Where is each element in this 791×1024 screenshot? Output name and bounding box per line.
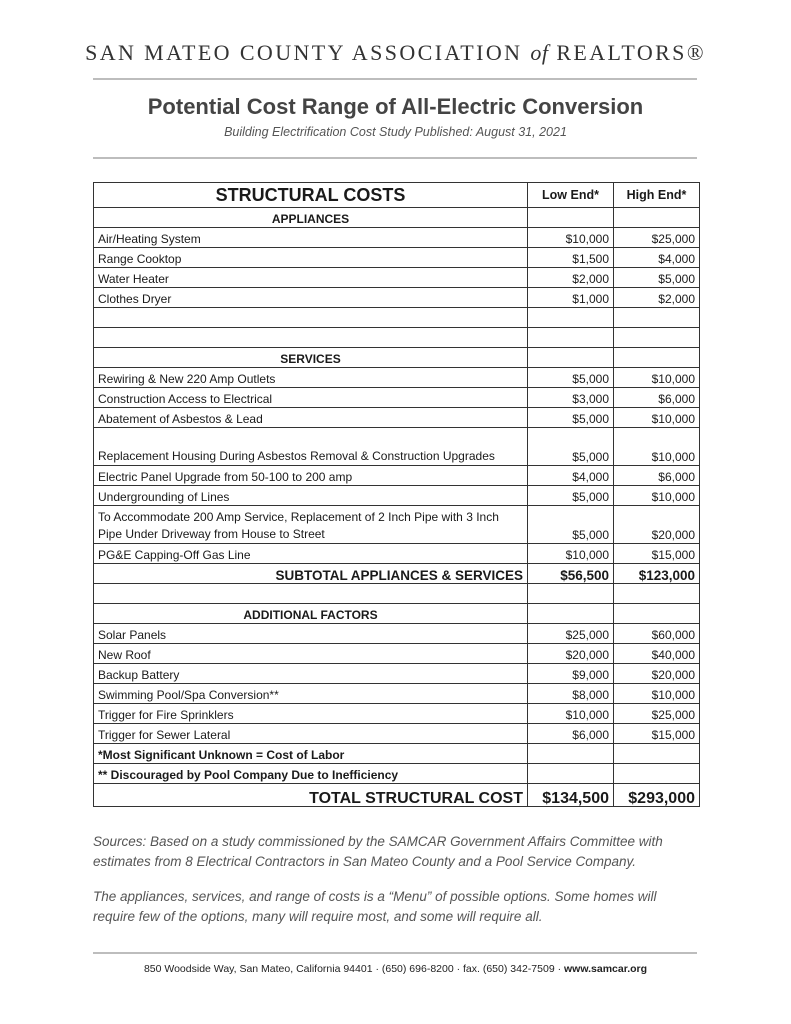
high-end-value: $293,000: [614, 784, 700, 807]
table-heading: STRUCTURAL COSTS: [94, 183, 528, 208]
high-end-header: High End*: [614, 183, 700, 208]
row-label: SUBTOTAL APPLIANCES & SERVICES: [94, 564, 528, 584]
note-row: [94, 744, 700, 764]
empty-row: [94, 584, 700, 604]
row-label: Trigger for Sewer Lateral: [94, 724, 528, 744]
footer-address: 850 Woodside Way, San Mateo, California 94401 · (650) 696-8200 · fax. (650) 342-7509 ·: [143, 963, 564, 975]
table-row: [94, 724, 700, 744]
low-end-value: $56,500: [528, 564, 614, 584]
low-end-value: $20,000: [528, 644, 614, 664]
low-end-value: $5,000: [528, 506, 614, 544]
low-end-value: $25,000: [528, 624, 614, 644]
high-end-value: $10,000: [614, 408, 700, 428]
row-label: PG&E Capping-Off Gas Line: [94, 544, 528, 564]
row-label: Range Cooktop: [94, 248, 528, 268]
table-header-row: [94, 183, 700, 208]
table-row: [94, 248, 700, 268]
table-row: [94, 624, 700, 644]
high-end-value: [614, 348, 700, 368]
high-end-value: $10,000: [614, 684, 700, 704]
table-row: [94, 466, 700, 486]
low-end-value: $9,000: [528, 664, 614, 684]
table-row: [94, 684, 700, 704]
empty-row: [94, 328, 700, 348]
row-label: ** Discouraged by Pool Company Due to Inefficiency: [94, 764, 528, 784]
low-end-value: $1,500: [528, 248, 614, 268]
row-label: To Accommodate 200 Amp Service, Replacement of 2 Inch Pipe with 3 Inch Pipe Under Driveway from House to Street: [94, 506, 528, 544]
organization-name: [0, 40, 791, 66]
org-suffix: REALTORS®: [556, 40, 706, 65]
high-end-value: [614, 584, 700, 604]
low-end-value: $8,000: [528, 684, 614, 704]
low-end-value: [528, 764, 614, 784]
low-end-value: $1,000: [528, 288, 614, 308]
low-end-value: $6,000: [528, 724, 614, 744]
table-row: [94, 644, 700, 664]
footer: [0, 963, 791, 975]
row-label: Solar Panels: [94, 624, 528, 644]
table-row: [94, 408, 700, 428]
title-divider: [93, 157, 697, 159]
high-end-value: $10,000: [614, 428, 700, 466]
low-end-value: $10,000: [528, 228, 614, 248]
high-end-value: [614, 308, 700, 328]
low-end-value: $5,000: [528, 368, 614, 388]
table-row: [94, 544, 700, 564]
low-end-value: [528, 308, 614, 328]
org-of: of: [530, 40, 549, 65]
row-label: SERVICES: [94, 348, 528, 368]
high-end-value: $10,000: [614, 368, 700, 388]
row-label: TOTAL STRUCTURAL COST: [94, 784, 528, 807]
table-row: [94, 268, 700, 288]
low-end-value: $4,000: [528, 466, 614, 486]
section-row-additional: [94, 604, 700, 624]
low-end-value: [528, 584, 614, 604]
high-end-value: $20,000: [614, 506, 700, 544]
low-end-value: [528, 348, 614, 368]
table-row: [94, 486, 700, 506]
high-end-value: $6,000: [614, 388, 700, 408]
row-label: Electric Panel Upgrade from 50-100 to 200 amp: [94, 466, 528, 486]
low-end-value: $2,000: [528, 268, 614, 288]
row-label: Undergrounding of Lines: [94, 486, 528, 506]
sources-note: Sources: Based on a study commissioned by the SAMCAR Government Affairs Committee with estimates from 8 Electrical Contractors in San Mateo County and a Pool Service Company.: [93, 834, 663, 869]
high-end-value: $123,000: [614, 564, 700, 584]
high-end-value: [614, 604, 700, 624]
low-end-value: $134,500: [528, 784, 614, 807]
row-label: APPLIANCES: [94, 208, 528, 228]
footer-website: www.samcar.org: [563, 963, 648, 975]
high-end-value: $2,000: [614, 288, 700, 308]
subtotal-row: [94, 564, 700, 584]
org-prefix: SAN MATEO COUNTY ASSOCIATION: [85, 40, 523, 65]
row-label: Abatement of Asbestos & Lead: [94, 408, 528, 428]
row-label: Construction Access to Electrical: [94, 388, 528, 408]
low-end-value: $5,000: [528, 408, 614, 428]
low-end-value: $3,000: [528, 388, 614, 408]
row-label: [94, 328, 528, 348]
row-label: *Most Significant Unknown = Cost of Labor: [94, 744, 528, 764]
low-end-value: [528, 604, 614, 624]
note-row: [94, 764, 700, 784]
high-end-value: $40,000: [614, 644, 700, 664]
menu-note: The appliances, services, and range of costs is a “Menu” of possible options. Some homes will require few of the options, many will require most, and some will require all.: [93, 889, 657, 924]
structural-costs-table: [93, 182, 700, 807]
table-row: [94, 664, 700, 684]
row-label: Replacement Housing During Asbestos Removal & Construction Upgrades: [94, 428, 528, 466]
header-divider: [93, 78, 697, 80]
row-label: Clothes Dryer: [94, 288, 528, 308]
table-row: [94, 228, 700, 248]
row-label: Backup Battery: [94, 664, 528, 684]
low-end-value: $5,000: [528, 428, 614, 466]
high-end-value: [614, 764, 700, 784]
low-end-value: $10,000: [528, 704, 614, 724]
total-row: [94, 784, 700, 807]
row-label: [94, 584, 528, 604]
page-title: Potential Cost Range of All-Electric Conversion: [147, 94, 644, 119]
low-end-header: Low End*: [528, 183, 614, 208]
high-end-value: $15,000: [614, 544, 700, 564]
table-row: [94, 506, 700, 544]
high-end-value: $25,000: [614, 704, 700, 724]
low-end-value: [528, 328, 614, 348]
high-end-value: [614, 328, 700, 348]
page-subtitle: Building Electrification Cost Study Published: August 31, 2021: [224, 125, 567, 139]
high-end-value: $20,000: [614, 664, 700, 684]
high-end-value: $5,000: [614, 268, 700, 288]
row-label: Swimming Pool/Spa Conversion**: [94, 684, 528, 704]
high-end-value: [614, 208, 700, 228]
low-end-value: [528, 744, 614, 764]
row-label: ADDITIONAL FACTORS: [94, 604, 528, 624]
table-row: [94, 704, 700, 724]
row-label: Water Heater: [94, 268, 528, 288]
table-row: [94, 288, 700, 308]
low-end-value: [528, 208, 614, 228]
row-label: Rewiring & New 220 Amp Outlets: [94, 368, 528, 388]
high-end-value: $15,000: [614, 724, 700, 744]
table-row: [94, 428, 700, 466]
high-end-value: $25,000: [614, 228, 700, 248]
footer-divider: [93, 952, 697, 954]
high-end-value: $10,000: [614, 486, 700, 506]
row-label: [94, 308, 528, 328]
high-end-value: $6,000: [614, 466, 700, 486]
empty-row: [94, 308, 700, 328]
table-row: [94, 388, 700, 408]
section-row-appliances: [94, 208, 700, 228]
high-end-value: $60,000: [614, 624, 700, 644]
high-end-value: [614, 744, 700, 764]
high-end-value: $4,000: [614, 248, 700, 268]
table-row: [94, 368, 700, 388]
row-label: Trigger for Fire Sprinklers: [94, 704, 528, 724]
row-label: Air/Heating System: [94, 228, 528, 248]
section-row-services: [94, 348, 700, 368]
low-end-value: $10,000: [528, 544, 614, 564]
low-end-value: $5,000: [528, 486, 614, 506]
row-label: New Roof: [94, 644, 528, 664]
